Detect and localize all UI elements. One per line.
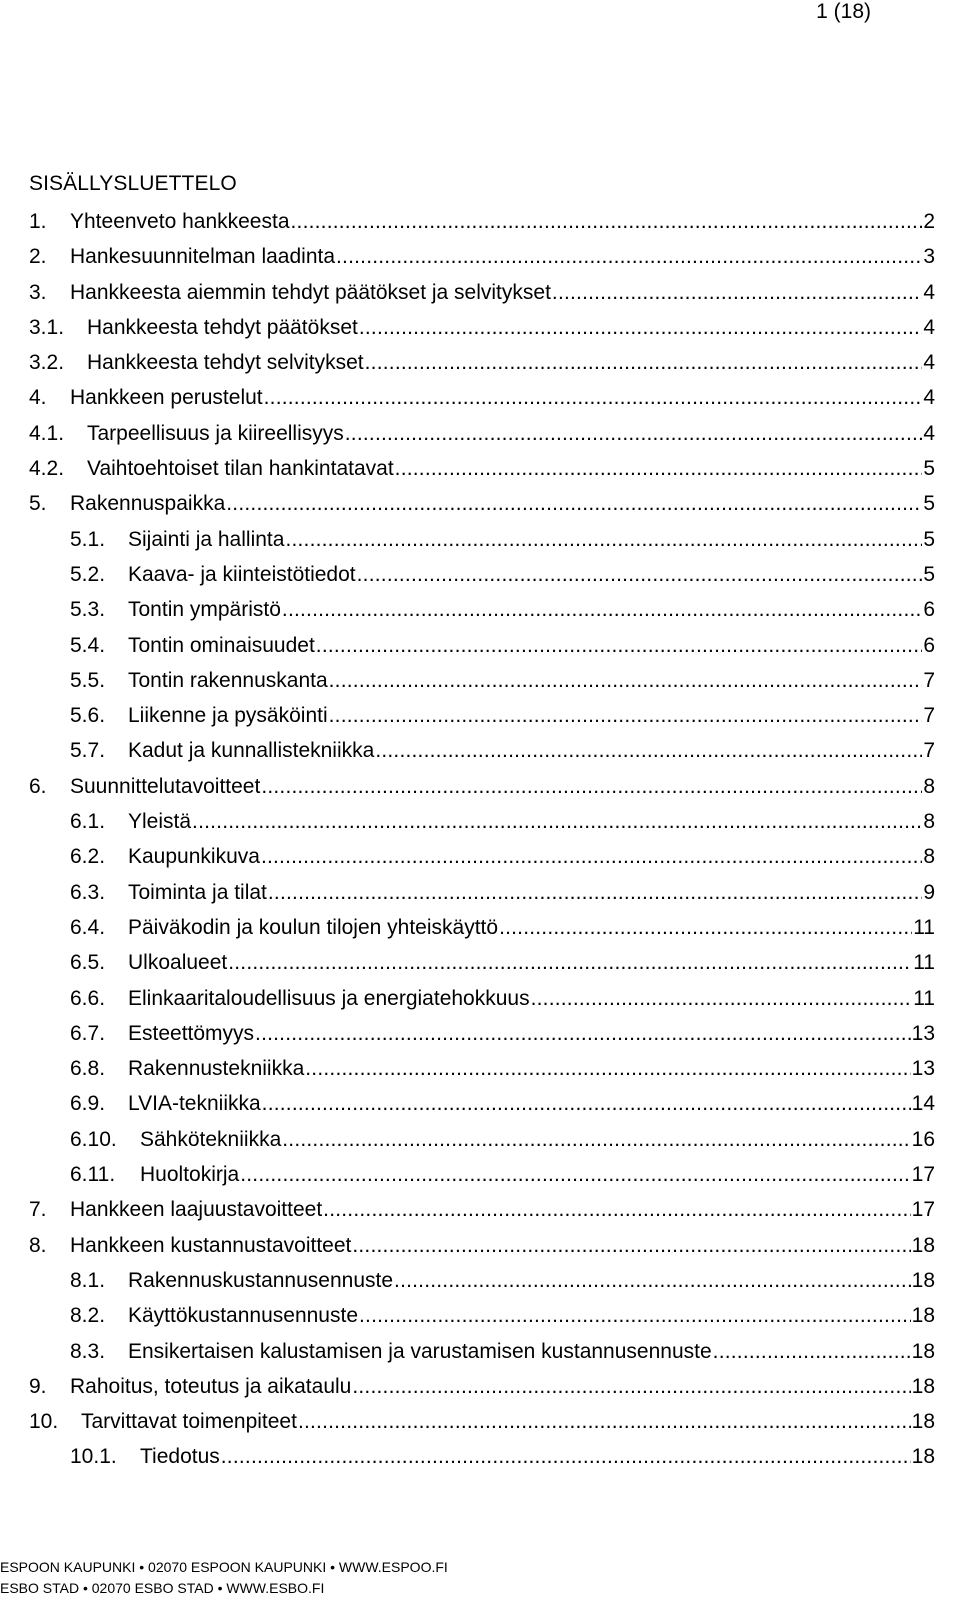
toc-dot-leader	[298, 1410, 911, 1434]
toc-entry	[29, 1198, 935, 1233]
toc-dot-leader	[359, 316, 922, 340]
toc-entry-page: 3	[923, 245, 935, 269]
toc-entry-title: Päiväkodin ja koulun tilojen yhteiskäyttö	[128, 915, 499, 939]
toc-entry	[29, 916, 935, 951]
toc-entry-number: 6.9.	[70, 1092, 106, 1116]
toc-dot-leader	[261, 845, 922, 869]
toc-dot-leader	[329, 669, 923, 693]
toc-entry-number: 6.	[29, 774, 47, 798]
toc-entry-number: 6.6.	[70, 986, 106, 1010]
toc-entry-title: Hankkeen laajuustavoitteet	[70, 1198, 323, 1222]
toc-entry-number: 3.1.	[29, 315, 65, 339]
toc-entry-page: 18	[911, 1233, 935, 1257]
toc-entry	[29, 1092, 935, 1127]
toc-entry-number: 6.11.	[70, 1163, 116, 1187]
toc-heading: SISÄLLYSLUETTELO	[29, 172, 237, 195]
toc-dot-leader	[357, 563, 923, 587]
toc-entry-number: 10.1.	[70, 1445, 117, 1469]
toc-dot-leader	[365, 351, 923, 375]
toc-entry-page: 5	[923, 492, 935, 516]
toc-entry-number: 9.	[29, 1374, 47, 1398]
toc-entry-number: 6.10.	[70, 1127, 117, 1151]
toc-entry-title: Rakennustekniikka	[128, 1057, 305, 1081]
toc-entry-title: Tiedotus	[140, 1445, 220, 1469]
toc-entry-page: 14	[911, 1092, 935, 1116]
toc-entry-title: Hankkeesta tehdyt päätökset	[87, 315, 358, 339]
toc-dot-leader	[552, 281, 922, 305]
toc-dot-leader	[375, 739, 922, 763]
toc-entry-title: LVIA-tekniikka	[128, 1092, 261, 1116]
toc-entry-title: Suunnittelutavoitteet	[70, 774, 261, 798]
toc-entry-page: 5	[923, 562, 935, 586]
toc-dot-leader	[221, 1445, 911, 1469]
toc-entry	[29, 1269, 935, 1304]
toc-entry-title: Rakennuskustannusennuste	[128, 1268, 394, 1292]
toc-dot-leader	[336, 245, 922, 269]
toc-entry-number: 8.2.	[70, 1304, 106, 1328]
toc-entry	[29, 775, 935, 810]
footer-line-finnish: ESPOON KAUPUNKI • 02070 ESPOON KAUPUNKI • WWW.ESPOO.FI	[0, 1559, 448, 1575]
toc-dot-leader	[316, 634, 923, 658]
toc-entry	[29, 1375, 935, 1410]
toc-dot-leader	[395, 457, 923, 481]
toc-entry-number: 10.	[29, 1410, 59, 1434]
toc-entry-page: 11	[913, 951, 935, 975]
toc-entry-number: 6.8.	[70, 1057, 106, 1081]
toc-entry	[29, 598, 935, 633]
toc-entry-title: Tontin ympäristö	[128, 598, 281, 622]
toc-entry-page: 8	[923, 774, 935, 798]
toc-entry-number: 8.3.	[70, 1339, 106, 1363]
toc-dot-leader	[282, 598, 922, 622]
toc-entry	[29, 1410, 935, 1445]
toc-entry-number: 7.	[29, 1198, 47, 1222]
toc-entry	[29, 210, 935, 245]
toc-entry-title: Rahoitus, toteutus ja aikataulu	[70, 1374, 352, 1398]
page-number: 1 (18)	[816, 0, 871, 23]
toc-dot-leader	[262, 1092, 911, 1116]
toc-entry-number: 6.7.	[70, 1021, 106, 1045]
toc-entry-number: 8.	[29, 1233, 47, 1257]
toc-dot-leader	[352, 1234, 910, 1258]
toc-entry-page: 5	[923, 527, 935, 551]
toc-dot-leader	[323, 1198, 910, 1222]
toc-dot-leader	[394, 1269, 911, 1293]
toc-entry	[29, 881, 935, 916]
toc-entry-page: 13	[911, 1057, 935, 1081]
toc-entry-page: 18	[911, 1445, 935, 1469]
toc-entry-page: 5	[923, 457, 935, 481]
toc-dot-leader	[240, 1163, 910, 1187]
toc-entry-title: Ensikertaisen kalustamisen ja varustamisen kustannusennuste	[128, 1339, 712, 1363]
toc-entry-page: 4	[923, 386, 935, 410]
toc-entry-number: 5.5.	[70, 668, 106, 692]
toc-entry	[29, 739, 935, 774]
toc-entry	[29, 386, 935, 421]
toc-entry-number: 2.	[29, 245, 47, 269]
toc-dot-leader	[282, 1128, 910, 1152]
toc-entry-title: Tontin ominaisuudet	[128, 633, 315, 657]
toc-entry-number: 3.2.	[29, 351, 65, 375]
toc-entry-page: 18	[911, 1410, 935, 1434]
toc-entry-number: 5.1.	[70, 527, 106, 551]
toc-entry-page: 2	[923, 210, 935, 233]
toc-dot-leader	[291, 210, 923, 234]
toc-entry-number: 5.	[29, 492, 47, 516]
toc-entry-number: 5.2.	[70, 562, 106, 586]
toc-entry	[29, 492, 935, 527]
toc-entry	[29, 1163, 935, 1198]
toc-entry-number: 4.2.	[29, 457, 65, 481]
toc-entry-number: 5.6.	[70, 704, 106, 728]
toc-entry-title: Toiminta ja tilat	[128, 880, 267, 904]
toc-entry-title: Hankkeen perustelut	[70, 386, 263, 410]
toc-entry-number: 4.1.	[29, 421, 65, 445]
toc-entry-page: 4	[923, 280, 935, 304]
toc-entry-title: Tarpeellisuus ja kiireellisyys	[87, 421, 344, 445]
toc-entry	[29, 563, 935, 598]
toc-entry-title: Tontin rakennuskanta	[128, 668, 328, 692]
toc-entry	[29, 281, 935, 316]
toc-entry-number: 6.1.	[70, 810, 106, 834]
toc-entry-title: Sijainti ja hallinta	[128, 527, 285, 551]
toc-entry-number: 1.	[29, 210, 47, 233]
toc-entry-title: Hankkeen kustannustavoitteet	[70, 1233, 352, 1257]
toc-entry	[29, 1022, 935, 1057]
toc-dot-leader	[255, 1022, 911, 1046]
toc-entry-title: Huoltokirja	[140, 1163, 240, 1187]
toc-entry-title: Kaupunkikuva	[128, 845, 260, 869]
toc-entry-page: 11	[913, 986, 935, 1010]
table-of-contents	[29, 210, 935, 1481]
toc-entry-number: 3.	[29, 280, 47, 304]
toc-entry-title: Hankkeesta aiemmin tehdyt päätökset ja selvitykset	[70, 280, 551, 304]
toc-entry-number: 4.	[29, 386, 47, 410]
footer	[0, 1557, 448, 1599]
toc-entry-title: Esteettömyys	[128, 1021, 255, 1045]
toc-entry-page: 9	[923, 880, 935, 904]
toc-entry	[29, 704, 935, 739]
toc-entry-page: 8	[923, 810, 935, 834]
toc-dot-leader	[352, 1375, 910, 1399]
toc-entry	[29, 669, 935, 704]
toc-entry	[29, 1234, 935, 1269]
toc-entry-page: 6	[923, 598, 935, 622]
toc-dot-leader	[285, 528, 922, 552]
toc-dot-leader	[499, 916, 912, 940]
toc-entry-number: 5.4.	[70, 633, 106, 657]
toc-entry	[29, 1128, 935, 1163]
toc-dot-leader	[268, 881, 922, 905]
toc-entry-number: 6.5.	[70, 951, 106, 975]
toc-dot-leader	[345, 422, 923, 446]
toc-entry-page: 18	[911, 1374, 935, 1398]
toc-entry-number: 6.4.	[70, 915, 106, 939]
toc-entry-page: 4	[923, 315, 935, 339]
toc-entry-title: Sähkötekniikka	[140, 1127, 282, 1151]
toc-entry-title: Vaihtoehtoiset tilan hankintatavat	[87, 457, 394, 481]
toc-entry	[29, 845, 935, 880]
toc-dot-leader	[192, 810, 922, 834]
toc-entry-title: Yleistä	[128, 810, 192, 834]
toc-entry	[29, 987, 935, 1022]
toc-entry-number: 8.1.	[70, 1268, 106, 1292]
toc-entry	[29, 951, 935, 986]
toc-entry-number: 5.3.	[70, 598, 106, 622]
toc-entry-page: 4	[923, 421, 935, 445]
toc-entry-page: 8	[923, 845, 935, 869]
toc-entry	[29, 1057, 935, 1092]
toc-entry-page: 13	[911, 1021, 935, 1045]
toc-entry-page: 16	[911, 1127, 935, 1151]
toc-entry-page: 11	[913, 915, 935, 939]
toc-entry-page: 7	[923, 668, 935, 692]
toc-dot-leader	[329, 704, 923, 728]
toc-dot-leader	[305, 1057, 910, 1081]
toc-entry-page: 17	[911, 1163, 935, 1187]
toc-entry-page: 18	[911, 1339, 935, 1363]
toc-entry	[29, 245, 935, 280]
toc-entry	[29, 422, 935, 457]
toc-entry-page: 17	[911, 1198, 935, 1222]
toc-dot-leader	[226, 492, 922, 516]
toc-entry	[29, 316, 935, 351]
toc-entry-title: Kadut ja kunnallistekniikka	[128, 739, 375, 763]
toc-entry	[29, 528, 935, 563]
toc-entry-title: Liikenne ja pysäköinti	[128, 704, 328, 728]
toc-dot-leader	[228, 951, 912, 975]
toc-entry-title: Hankkeesta tehdyt selvitykset	[87, 351, 364, 375]
toc-entry-page: 18	[911, 1268, 935, 1292]
footer-line-swedish: ESBO STAD • 02070 ESBO STAD • WWW.ESBO.FI	[0, 1580, 325, 1596]
toc-entry-title: Rakennuspaikka	[70, 492, 226, 516]
toc-entry-title: Kaava- ja kiinteistötiedot	[128, 562, 356, 586]
toc-entry-title: Hankesuunnitelman laadinta	[70, 245, 336, 269]
toc-entry-number: 6.2.	[70, 845, 106, 869]
toc-entry-page: 6	[923, 633, 935, 657]
toc-entry-title: Käyttökustannusennuste	[128, 1304, 358, 1328]
toc-entry-page: 7	[923, 739, 935, 763]
toc-entry	[29, 351, 935, 386]
toc-entry-page: 18	[911, 1304, 935, 1328]
toc-entry	[29, 634, 935, 669]
toc-entry	[29, 1304, 935, 1339]
toc-entry	[29, 810, 935, 845]
toc-entry	[29, 1445, 935, 1480]
toc-entry-title: Tarvittavat toimenpiteet	[81, 1410, 297, 1434]
toc-entry	[29, 457, 935, 492]
toc-entry-title: Elinkaaritaloudellisuus ja energiatehokkuus	[128, 986, 530, 1010]
toc-entry-page: 7	[923, 704, 935, 728]
toc-entry-number: 6.3.	[70, 880, 106, 904]
toc-dot-leader	[531, 987, 913, 1011]
toc-dot-leader	[713, 1340, 911, 1364]
toc-entry-title: Yhteenveto hankkeesta	[70, 210, 290, 233]
toc-entry-page: 4	[923, 351, 935, 375]
toc-entry	[29, 1340, 935, 1375]
toc-dot-leader	[264, 386, 923, 410]
toc-entry-title: Ulkoalueet	[128, 951, 228, 975]
toc-dot-leader	[261, 775, 922, 799]
toc-dot-leader	[359, 1304, 911, 1328]
toc-entry-number: 5.7.	[70, 739, 106, 763]
